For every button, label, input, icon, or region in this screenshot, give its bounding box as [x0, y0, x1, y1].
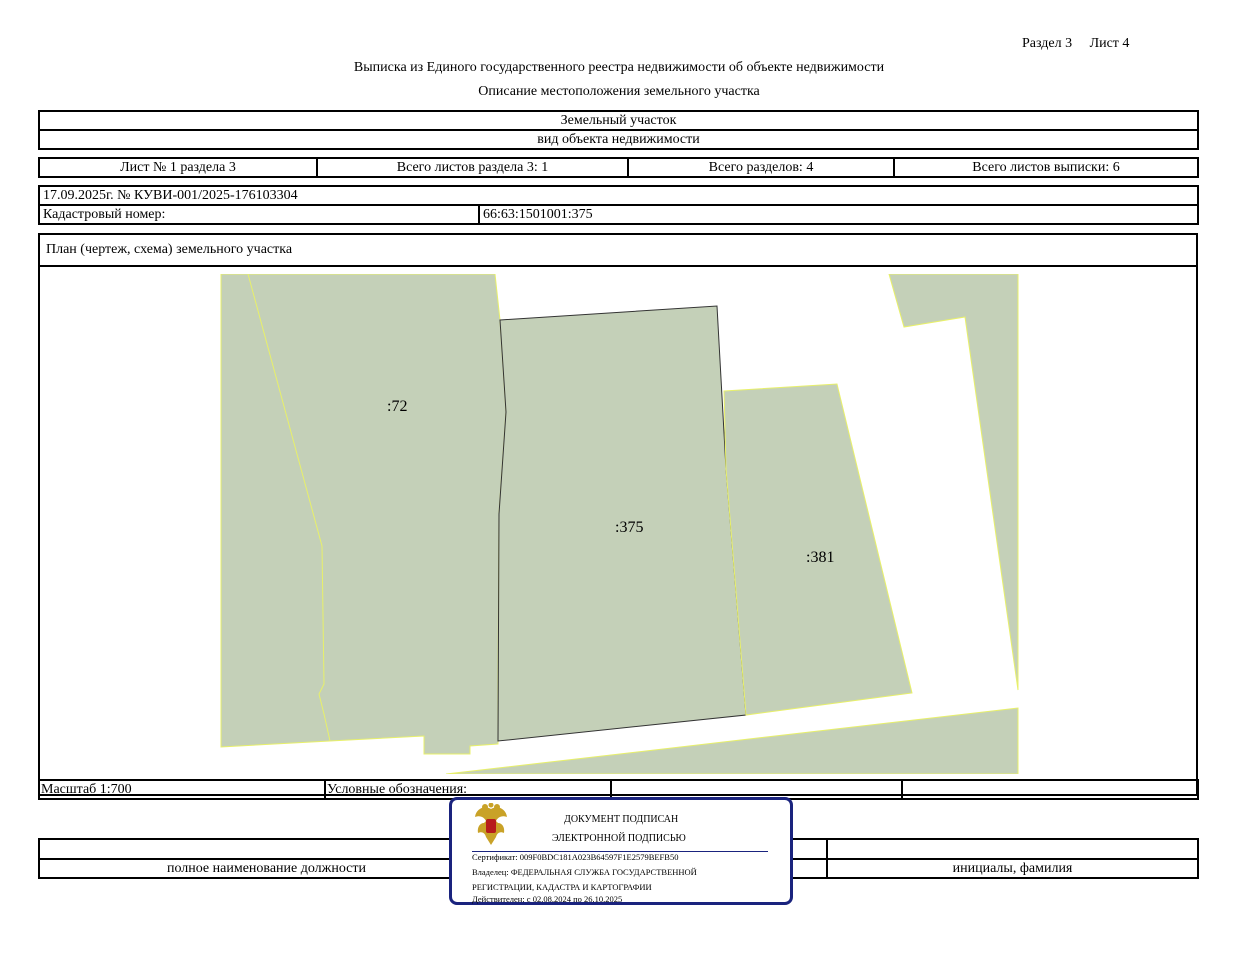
document-title: Выписка из Единого государственного реестра недвижимости об объекте недвижимости	[353, 60, 885, 75]
cadastral-map	[220, 274, 1020, 774]
header-section-sheet	[1022, 36, 1143, 52]
electronic-signature-stamp	[449, 797, 793, 905]
scale-label: Масштаб 1:700	[39, 780, 325, 799]
name-caption: инициалы, фамилия	[827, 859, 1198, 878]
legend-label: Условные обозначения:	[325, 780, 611, 799]
plan-divider	[38, 265, 1198, 267]
stamp-validity: Действителен: с 02.08.2024 по 26.10.2025	[472, 894, 623, 904]
plan-title: План (чертеж, схема) земельного участка	[46, 242, 293, 257]
stamp-line-2: ЭЛЕКТРОННОЙ ПОДПИСЬЮ	[552, 833, 686, 844]
object-type-table	[38, 110, 1199, 150]
section-label: Раздел 3	[1022, 36, 1073, 51]
stamp-certificate: Сертификат: 009F0BDC181A023B64597F1E2579BEFB50	[472, 852, 679, 862]
coat-of-arms-icon	[472, 803, 510, 849]
stamp-owner-2: РЕГИСТРАЦИИ, КАДАСТРА И КАРТОГРАФИИ	[472, 882, 652, 892]
legend-empty-cell-2	[902, 780, 1198, 799]
position-cell	[39, 839, 494, 859]
sections-total: Всего разделов: 4	[628, 158, 894, 177]
stamp-line-1: ДОКУМЕНТ ПОДПИСАН	[564, 814, 679, 825]
sheet-label: Лист 4	[1089, 36, 1130, 51]
sheets-table	[38, 157, 1199, 178]
parcel-label-375: :375	[615, 519, 644, 536]
cadastral-table	[38, 185, 1199, 225]
object-type: Земельный участок	[39, 111, 1198, 130]
cadastral-label: Кадастровый номер:	[39, 205, 479, 224]
section-sheets-total: Всего листов раздела 3: 1	[317, 158, 628, 177]
name-cell	[827, 839, 1198, 859]
extract-sheets-total: Всего листов выписки: 6	[894, 158, 1198, 177]
sheet-number: Лист № 1 раздела 3	[39, 158, 317, 177]
document-subtitle: Описание местоположения земельного участка	[478, 84, 760, 99]
cadastral-number: 66:63:1501001:375	[479, 205, 1198, 224]
parcel-label-381: :381	[806, 549, 835, 566]
doc-reference: 17.09.2025г. № КУВИ-001/2025-176103304	[39, 186, 1198, 205]
position-caption: полное наименование должности	[39, 859, 494, 878]
parcel-right-top	[889, 274, 1018, 690]
stamp-owner-1: Владелец: ФЕДЕРАЛЬНАЯ СЛУЖБА ГОСУДАРСТВЕННОЙ	[472, 867, 697, 877]
object-type-caption: вид объекта недвижимости	[39, 130, 1198, 149]
parcel-label-72: :72	[387, 398, 408, 415]
parcel-72	[221, 274, 506, 754]
